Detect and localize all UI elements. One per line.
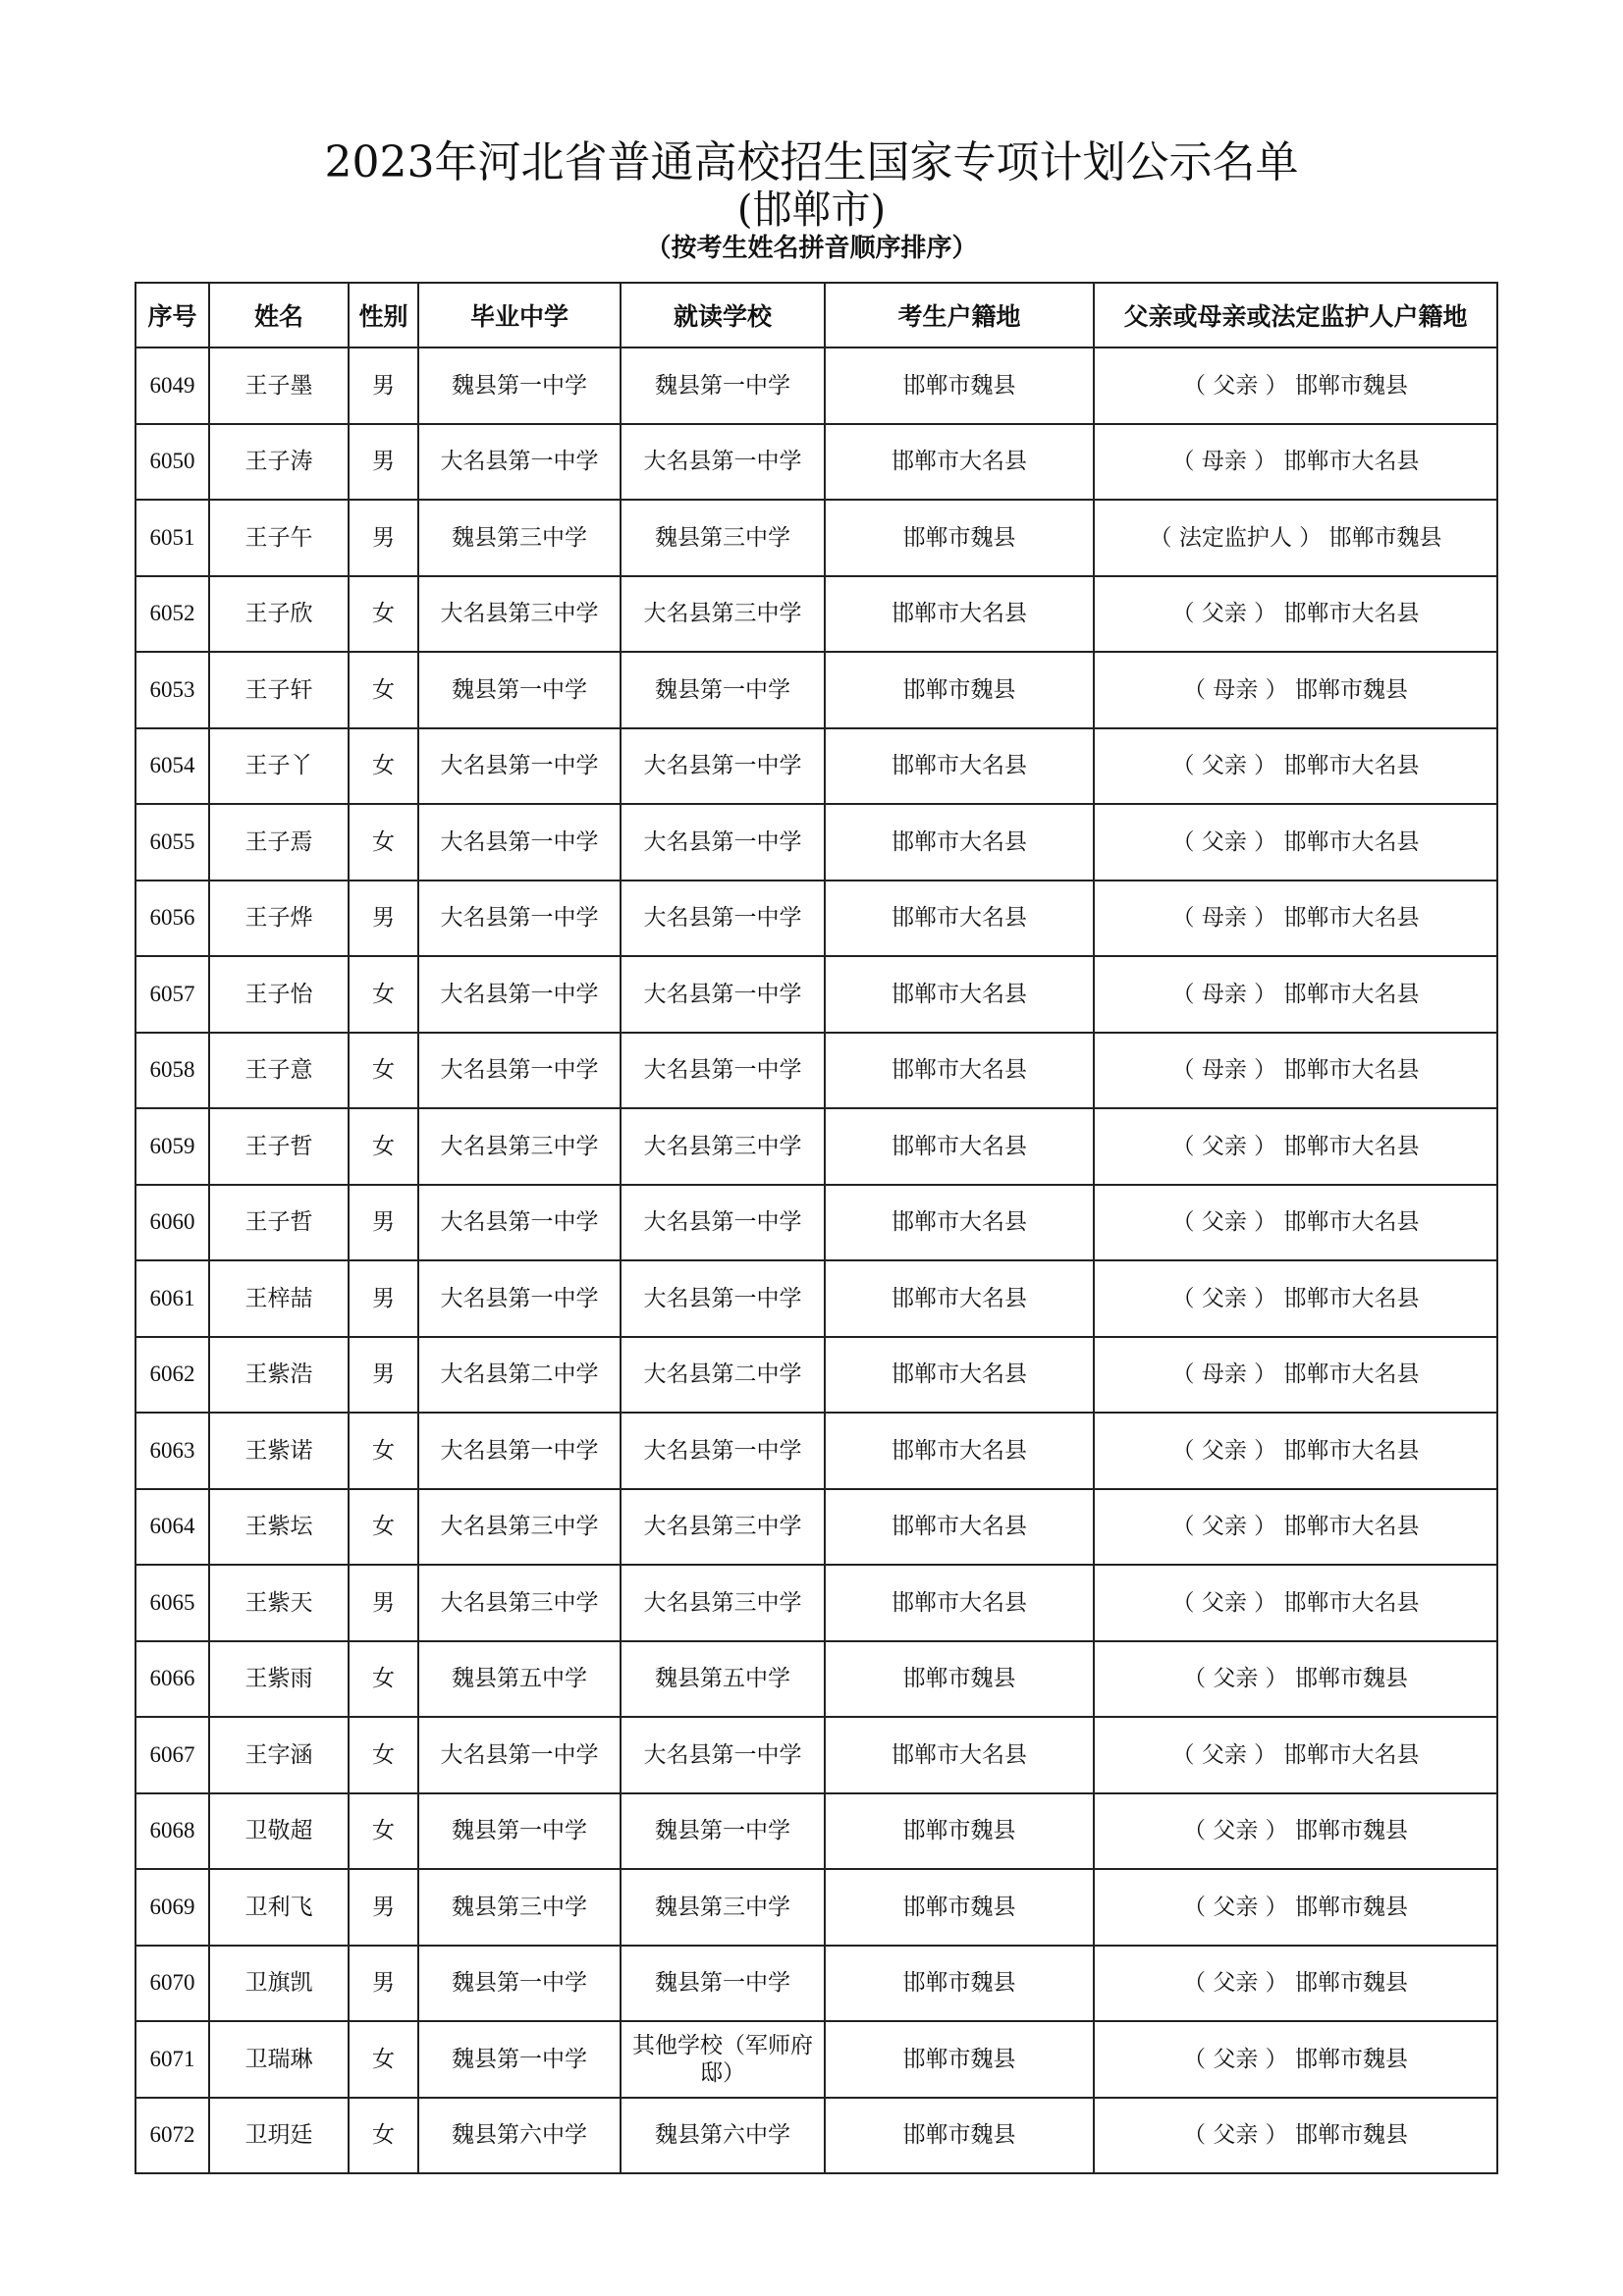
guardian-registration-cell: （ 母亲 ） 邯郸市魏县 xyxy=(1094,652,1497,728)
graduated-school-cell: 魏县第一中学 xyxy=(418,1793,621,1870)
current-school-cell: 大名县第一中学 xyxy=(621,1717,825,1793)
household-registration-cell: 邯郸市大名县 xyxy=(825,1033,1094,1109)
graduated-school-cell: 大名县第一中学 xyxy=(418,1185,621,1261)
name-cell: 卫瑞琳 xyxy=(209,2021,349,2098)
name-cell: 王紫浩 xyxy=(209,1337,349,1414)
gender-cell: 女 xyxy=(349,2021,418,2098)
gender-cell: 男 xyxy=(349,1185,418,1261)
current-school-cell: 大名县第二中学 xyxy=(621,1337,825,1414)
current-school-cell: 大名县第一中学 xyxy=(621,1413,825,1489)
table-row xyxy=(135,500,1497,576)
household-registration-cell: 邯郸市魏县 xyxy=(825,1793,1094,1870)
graduated-school-cell: 大名县第一中学 xyxy=(418,804,621,881)
graduated-school-cell: 大名县第三中学 xyxy=(418,1108,621,1185)
current-school-cell: 魏县第三中学 xyxy=(621,500,825,576)
graduated-school-cell: 大名县第一中学 xyxy=(418,1260,621,1337)
column-header-current-school: 就读学校 xyxy=(621,283,825,347)
seq-cell: 6070 xyxy=(135,1946,209,2022)
gender-cell: 男 xyxy=(349,1260,418,1337)
name-cell: 王子涛 xyxy=(209,424,349,501)
column-header-guardian-registration: 父亲或母亲或法定监护人户籍地 xyxy=(1094,283,1497,347)
table-row xyxy=(135,1641,1497,1718)
seq-cell: 6059 xyxy=(135,1108,209,1185)
graduated-school-cell: 魏县第一中学 xyxy=(418,1946,621,2022)
gender-cell: 女 xyxy=(349,1793,418,1870)
guardian-registration-cell: （ 父亲 ） 邯郸市魏县 xyxy=(1094,347,1497,424)
table-row xyxy=(135,1185,1497,1261)
table-row xyxy=(135,1260,1497,1337)
current-school-cell: 大名县第一中学 xyxy=(621,804,825,881)
seq-cell: 6068 xyxy=(135,1793,209,1870)
household-registration-cell: 邯郸市大名县 xyxy=(825,1108,1094,1185)
seq-cell: 6066 xyxy=(135,1641,209,1718)
household-registration-cell: 邯郸市魏县 xyxy=(825,2098,1094,2174)
current-school-cell: 大名县第一中学 xyxy=(621,1185,825,1261)
table-row xyxy=(135,1108,1497,1185)
household-registration-cell: 邯郸市大名县 xyxy=(825,1565,1094,1641)
guardian-registration-cell: （ 父亲 ） 邯郸市大名县 xyxy=(1094,728,1497,805)
household-registration-cell: 邯郸市大名县 xyxy=(825,1489,1094,1566)
guardian-registration-cell: （ 父亲 ） 邯郸市大名县 xyxy=(1094,1565,1497,1641)
graduated-school-cell: 魏县第一中学 xyxy=(418,347,621,424)
table-row xyxy=(135,728,1497,805)
current-school-cell: 大名县第三中学 xyxy=(621,1108,825,1185)
graduated-school-cell: 魏县第三中学 xyxy=(418,500,621,576)
table-row xyxy=(135,956,1497,1033)
graduated-school-cell: 大名县第一中学 xyxy=(418,728,621,805)
name-cell: 卫玥廷 xyxy=(209,2098,349,2174)
guardian-registration-cell: （ 父亲 ） 邯郸市大名县 xyxy=(1094,1185,1497,1261)
guardian-registration-cell: （ 父亲 ） 邯郸市大名县 xyxy=(1094,1260,1497,1337)
gender-cell: 女 xyxy=(349,728,418,805)
name-cell: 王子焉 xyxy=(209,804,349,881)
table-row xyxy=(135,1793,1497,1870)
guardian-registration-cell: （ 母亲 ） 邯郸市大名县 xyxy=(1094,956,1497,1033)
household-registration-cell: 邯郸市魏县 xyxy=(825,347,1094,424)
guardian-registration-cell: （ 父亲 ） 邯郸市魏县 xyxy=(1094,1869,1497,1946)
gender-cell: 女 xyxy=(349,2098,418,2174)
current-school-cell: 大名县第一中学 xyxy=(621,1260,825,1337)
graduated-school-cell: 大名县第一中学 xyxy=(418,1413,621,1489)
name-cell: 王子哲 xyxy=(209,1185,349,1261)
current-school-cell: 大名县第一中学 xyxy=(621,1033,825,1109)
graduated-school-cell: 大名县第一中学 xyxy=(418,1717,621,1793)
current-school-cell: 魏县第一中学 xyxy=(621,347,825,424)
graduated-school-cell: 魏县第三中学 xyxy=(418,1869,621,1946)
seq-cell: 6051 xyxy=(135,500,209,576)
household-registration-cell: 邯郸市魏县 xyxy=(825,652,1094,728)
name-cell: 王子墨 xyxy=(209,347,349,424)
graduated-school-cell: 大名县第三中学 xyxy=(418,1489,621,1566)
table-row xyxy=(135,1565,1497,1641)
household-registration-cell: 邯郸市大名县 xyxy=(825,1185,1094,1261)
household-registration-cell: 邯郸市大名县 xyxy=(825,728,1094,805)
seq-cell: 6055 xyxy=(135,804,209,881)
seq-cell: 6057 xyxy=(135,956,209,1033)
household-registration-cell: 邯郸市魏县 xyxy=(825,1869,1094,1946)
seq-cell: 6054 xyxy=(135,728,209,805)
current-school-cell: 大名县第一中学 xyxy=(621,881,825,957)
gender-cell: 女 xyxy=(349,1413,418,1489)
name-cell: 王字涵 xyxy=(209,1717,349,1793)
gender-cell: 男 xyxy=(349,1946,418,2022)
name-cell: 王子怡 xyxy=(209,956,349,1033)
table-row xyxy=(135,881,1497,957)
household-registration-cell: 邯郸市大名县 xyxy=(825,881,1094,957)
guardian-registration-cell: （ 父亲 ） 邯郸市大名县 xyxy=(1094,576,1497,653)
current-school-cell: 大名县第三中学 xyxy=(621,1489,825,1566)
guardian-registration-cell: （ 母亲 ） 邯郸市大名县 xyxy=(1094,1337,1497,1414)
gender-cell: 男 xyxy=(349,1869,418,1946)
column-header-graduated-school: 毕业中学 xyxy=(418,283,621,347)
gender-cell: 男 xyxy=(349,500,418,576)
household-registration-cell: 邯郸市魏县 xyxy=(825,1641,1094,1718)
household-registration-cell: 邯郸市大名县 xyxy=(825,1413,1094,1489)
current-school-cell: 魏县第一中学 xyxy=(621,1793,825,1870)
table-row xyxy=(135,804,1497,881)
graduated-school-cell: 魏县第六中学 xyxy=(418,2098,621,2174)
gender-cell: 女 xyxy=(349,956,418,1033)
sort-note: （按考生姓名拼音顺序排序） xyxy=(645,234,978,263)
household-registration-cell: 邯郸市大名县 xyxy=(825,1717,1094,1793)
name-cell: 卫旗凯 xyxy=(209,1946,349,2022)
current-school-cell: 大名县第一中学 xyxy=(621,728,825,805)
name-cell: 卫利飞 xyxy=(209,1869,349,1946)
household-registration-cell: 邯郸市大名县 xyxy=(825,956,1094,1033)
seq-cell: 6063 xyxy=(135,1413,209,1489)
seq-cell: 6053 xyxy=(135,652,209,728)
graduated-school-cell: 大名县第一中学 xyxy=(418,1033,621,1109)
name-cell: 王子意 xyxy=(209,1033,349,1109)
page-title: 2023年河北省普通高校招生国家专项计划公示名单 xyxy=(324,137,1299,187)
table-row xyxy=(135,1717,1497,1793)
name-cell: 卫敬超 xyxy=(209,1793,349,1870)
name-cell: 王紫坛 xyxy=(209,1489,349,1566)
roster-table xyxy=(135,282,1498,2174)
guardian-registration-cell: （ 父亲 ） 邯郸市大名县 xyxy=(1094,1717,1497,1793)
current-school-cell: 魏县第六中学 xyxy=(621,2098,825,2174)
table-row xyxy=(135,1413,1497,1489)
gender-cell: 男 xyxy=(349,1337,418,1414)
table-row xyxy=(135,576,1497,653)
table-row xyxy=(135,1033,1497,1109)
graduated-school-cell: 大名县第三中学 xyxy=(418,1565,621,1641)
household-registration-cell: 邯郸市大名县 xyxy=(825,424,1094,501)
guardian-registration-cell: （ 父亲 ） 邯郸市大名县 xyxy=(1094,804,1497,881)
gender-cell: 女 xyxy=(349,804,418,881)
current-school-cell: 魏县第三中学 xyxy=(621,1869,825,1946)
seq-cell: 6064 xyxy=(135,1489,209,1566)
name-cell: 王子轩 xyxy=(209,652,349,728)
household-registration-cell: 邯郸市魏县 xyxy=(825,2021,1094,2098)
seq-cell: 6052 xyxy=(135,576,209,653)
table-row xyxy=(135,2098,1497,2174)
table-header-row xyxy=(135,283,1497,347)
name-cell: 王紫天 xyxy=(209,1565,349,1641)
gender-cell: 男 xyxy=(349,1565,418,1641)
name-cell: 王梓喆 xyxy=(209,1260,349,1337)
graduated-school-cell: 大名县第一中学 xyxy=(418,956,621,1033)
seq-cell: 6058 xyxy=(135,1033,209,1109)
name-cell: 王子丫 xyxy=(209,728,349,805)
column-header-gender: 性别 xyxy=(349,283,418,347)
name-cell: 王子哲 xyxy=(209,1108,349,1185)
current-school-cell: 大名县第一中学 xyxy=(621,424,825,501)
table-row xyxy=(135,1489,1497,1566)
seq-cell: 6060 xyxy=(135,1185,209,1261)
guardian-registration-cell: （ 母亲 ） 邯郸市大名县 xyxy=(1094,1033,1497,1109)
seq-cell: 6072 xyxy=(135,2098,209,2174)
table-row xyxy=(135,1869,1497,1946)
page-subtitle: (邯郸市) xyxy=(736,187,887,233)
gender-cell: 女 xyxy=(349,1108,418,1185)
current-school-cell: 大名县第三中学 xyxy=(621,576,825,653)
gender-cell: 男 xyxy=(349,347,418,424)
household-registration-cell: 邯郸市魏县 xyxy=(825,500,1094,576)
guardian-registration-cell: （ 父亲 ） 邯郸市魏县 xyxy=(1094,1946,1497,2022)
seq-cell: 6050 xyxy=(135,424,209,501)
current-school-cell: 大名县第一中学 xyxy=(621,956,825,1033)
household-registration-cell: 邯郸市魏县 xyxy=(825,1946,1094,2022)
seq-cell: 6056 xyxy=(135,881,209,957)
name-cell: 王紫诺 xyxy=(209,1413,349,1489)
gender-cell: 女 xyxy=(349,1033,418,1109)
table-row xyxy=(135,1946,1497,2022)
gender-cell: 男 xyxy=(349,881,418,957)
seq-cell: 6067 xyxy=(135,1717,209,1793)
guardian-registration-cell: （ 父亲 ） 邯郸市大名县 xyxy=(1094,1108,1497,1185)
table-row xyxy=(135,424,1497,501)
household-registration-cell: 邯郸市大名县 xyxy=(825,576,1094,653)
graduated-school-cell: 大名县第一中学 xyxy=(418,881,621,957)
gender-cell: 女 xyxy=(349,1641,418,1718)
gender-cell: 女 xyxy=(349,1489,418,1566)
current-school-cell: 魏县第一中学 xyxy=(621,1946,825,2022)
current-school-cell: 魏县第五中学 xyxy=(621,1641,825,1718)
household-registration-cell: 邯郸市大名县 xyxy=(825,1260,1094,1337)
guardian-registration-cell: （ 父亲 ） 邯郸市魏县 xyxy=(1094,1793,1497,1870)
guardian-registration-cell: （ 父亲 ） 邯郸市大名县 xyxy=(1094,1413,1497,1489)
name-cell: 王子午 xyxy=(209,500,349,576)
name-cell: 王子欣 xyxy=(209,576,349,653)
graduated-school-cell: 魏县第五中学 xyxy=(418,1641,621,1718)
table-row xyxy=(135,2021,1497,2098)
seq-cell: 6065 xyxy=(135,1565,209,1641)
graduated-school-cell: 魏县第一中学 xyxy=(418,2021,621,2098)
column-header-name: 姓名 xyxy=(209,283,349,347)
household-registration-cell: 邯郸市大名县 xyxy=(825,804,1094,881)
seq-cell: 6049 xyxy=(135,347,209,424)
graduated-school-cell: 大名县第一中学 xyxy=(418,424,621,501)
gender-cell: 女 xyxy=(349,652,418,728)
column-header-household-registration: 考生户籍地 xyxy=(825,283,1094,347)
guardian-registration-cell: （ 父亲 ） 邯郸市魏县 xyxy=(1094,2098,1497,2174)
gender-cell: 女 xyxy=(349,576,418,653)
guardian-registration-cell: （ 母亲 ） 邯郸市大名县 xyxy=(1094,424,1497,501)
seq-cell: 6071 xyxy=(135,2021,209,2098)
column-header-seq: 序号 xyxy=(135,283,209,347)
guardian-registration-cell: （ 母亲 ） 邯郸市大名县 xyxy=(1094,881,1497,957)
graduated-school-cell: 大名县第二中学 xyxy=(418,1337,621,1414)
current-school-cell: 魏县第一中学 xyxy=(621,652,825,728)
table-row xyxy=(135,652,1497,728)
current-school-cell: 大名县第三中学 xyxy=(621,1565,825,1641)
name-cell: 王子烨 xyxy=(209,881,349,957)
current-school-cell: 其他学校（军师府邸） xyxy=(621,2021,825,2098)
gender-cell: 女 xyxy=(349,1717,418,1793)
name-cell: 王紫雨 xyxy=(209,1641,349,1718)
table-row xyxy=(135,347,1497,424)
guardian-registration-cell: （ 法定监护人 ） 邯郸市魏县 xyxy=(1094,500,1497,576)
table-row xyxy=(135,1337,1497,1414)
guardian-registration-cell: （ 父亲 ） 邯郸市大名县 xyxy=(1094,1489,1497,1566)
guardian-registration-cell: （ 父亲 ） 邯郸市魏县 xyxy=(1094,2021,1497,2098)
graduated-school-cell: 大名县第三中学 xyxy=(418,576,621,653)
guardian-registration-cell: （ 父亲 ） 邯郸市魏县 xyxy=(1094,1641,1497,1718)
gender-cell: 男 xyxy=(349,424,418,501)
seq-cell: 6069 xyxy=(135,1869,209,1946)
seq-cell: 6062 xyxy=(135,1337,209,1414)
graduated-school-cell: 魏县第一中学 xyxy=(418,652,621,728)
household-registration-cell: 邯郸市大名县 xyxy=(825,1337,1094,1414)
seq-cell: 6061 xyxy=(135,1260,209,1337)
